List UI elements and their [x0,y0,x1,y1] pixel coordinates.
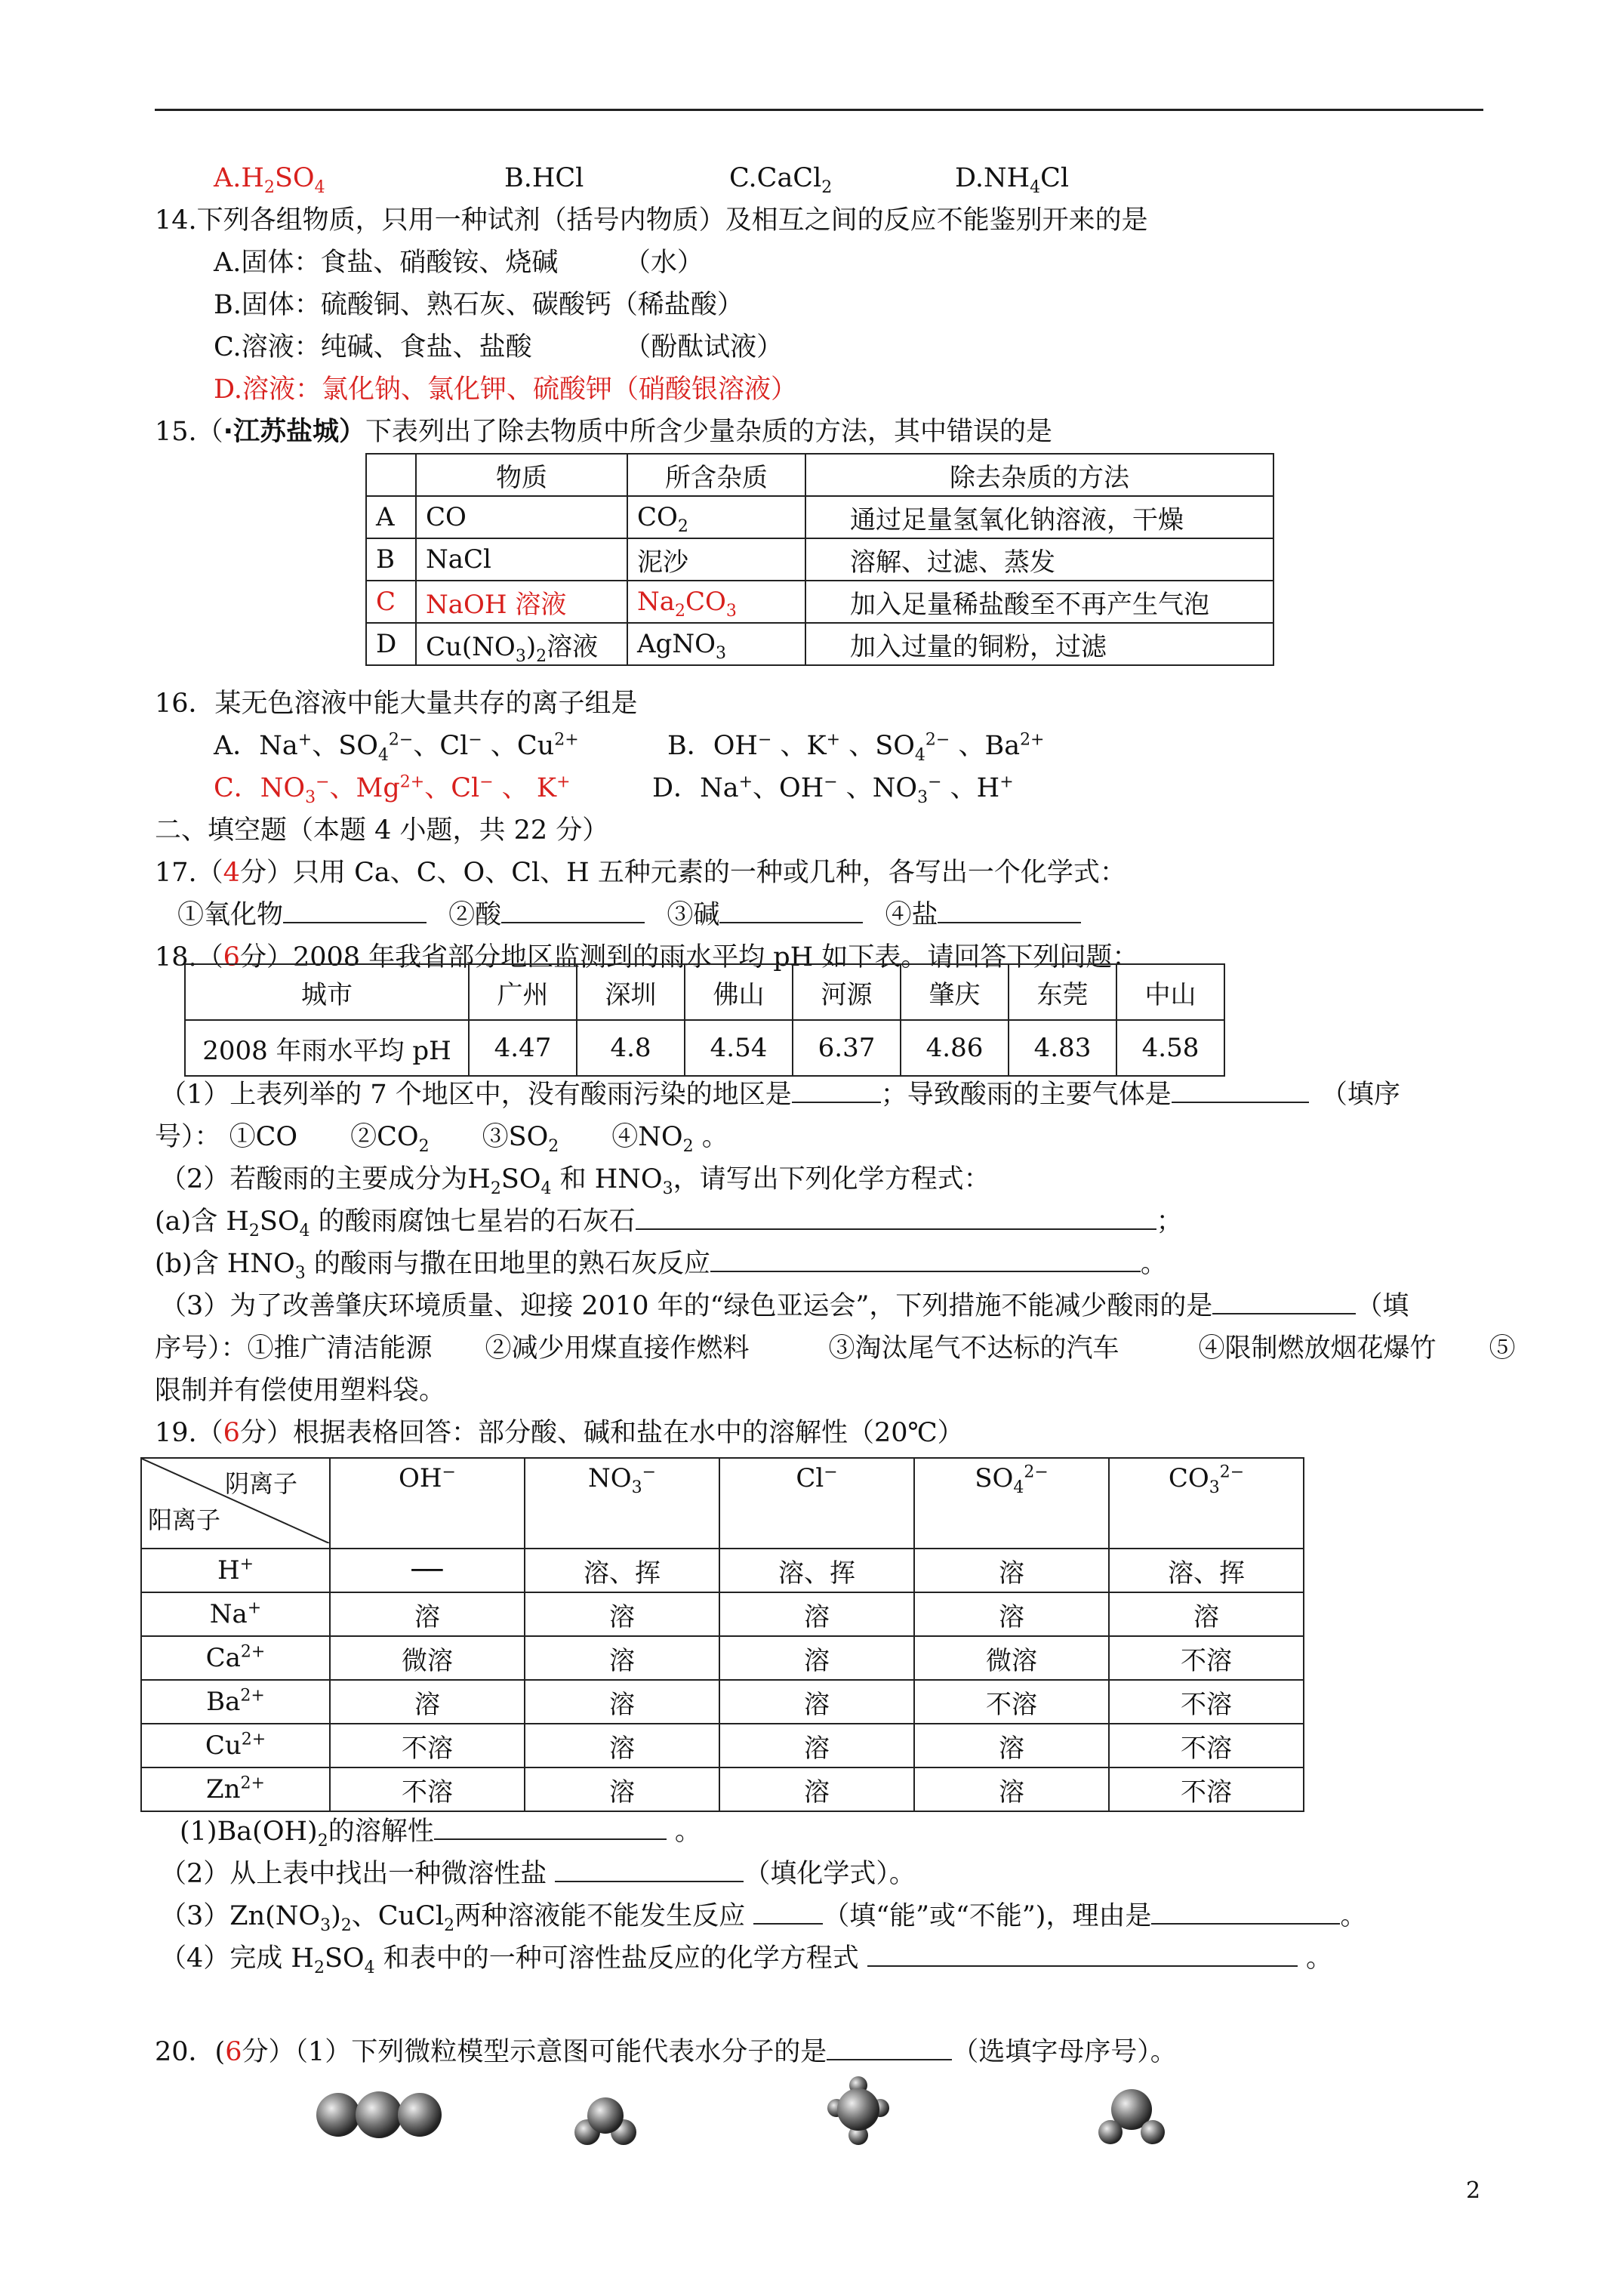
q19-blank-salt[interactable] [555,1858,744,1882]
q15-row-substance: NaOH 溶液 [416,581,627,623]
q19-cell: 不溶 [1109,1767,1304,1811]
table-row [366,581,1273,623]
q19-part3: $(3)Zn(NO_3)_2$、CuCl$_2$两种溶液能不能发生反应 （填“能”或“不能”)，理由是 。 [160,1901,1367,1935]
molecule-model-d-icon [1094,2087,1169,2147]
q16-option-a: A．Na+、$SO_4^{2-}$、Cl− 、$Cu^{2+}$ [214,730,579,765]
q19-cell: 溶 [525,1636,719,1680]
q19-cation: $Zn^{2+}$ [141,1767,330,1811]
q15-row-impurity: $CO_2$ [627,496,805,538]
q18-blank-gas[interactable] [1172,1079,1309,1103]
q19-cell: 不溶 [330,1724,525,1767]
q19-cell: 不溶 [1109,1724,1304,1767]
q17-blank-salt[interactable] [938,899,1081,923]
molecule-model-c-icon [826,2075,891,2147]
q15-row-key: A [366,496,416,538]
q14-option-a: A.固体：食盐、硝酸铵、烧碱 （水） [214,248,704,278]
q19-cell: 溶 [914,1592,1109,1636]
q18-header: 肇庆 [901,964,1009,1020]
table-row [366,538,1273,581]
q19-cation: $Cu^{2+}$ [141,1724,330,1767]
table-row [141,1680,1304,1724]
q15-row-impurity: 泥沙 [627,538,805,581]
q19-cell: 微溶 [914,1636,1109,1680]
q18-header: 广州 [469,964,577,1020]
q18-value: 4.86 [901,1020,1009,1076]
q19-cell: 溶 [719,1680,914,1724]
q18-part1: （1）上表列举的 7 个地区中，没有酸雨污染的地区是 ；导致酸雨的主要气体是 （填序 [160,1080,1400,1110]
q18-header: 河源 [793,964,901,1020]
q19-cell: 溶 [330,1680,525,1724]
q19-cell: 溶 [719,1767,914,1811]
q18-value: 6.37 [793,1020,901,1076]
q15-row-impurity: AgNO$_3$ [627,623,805,665]
q16-option-d: D．Na+、OH− 、$NO_3^-$ 、H+ [652,772,1014,807]
q19-cell: 溶 [525,1767,719,1811]
q15-row-method: 加入过量的铜粉，过滤 [805,623,1273,665]
q19-stem: 19.（6分）根据表格回答：部分酸、碱和盐在水中的溶解性（20℃） [155,1418,964,1448]
q19-cell: 溶 [525,1680,719,1724]
q19-part1: $(1)Ba(OH)_2$的溶解性 。 [180,1817,701,1851]
q18-part2: （2）若酸雨的主要成分为$H_2SO_4$ 和 $HNO_3$，请写出下列化学方程式： [160,1164,990,1198]
q15-row-substance: CO [416,496,627,538]
q18-header: 东莞 [1009,964,1116,1020]
q19-cell: 不溶 [1109,1636,1304,1680]
q14-option-b: B.固体：硫酸铜、熟石灰、碳酸钙（稀盐酸） [214,290,744,320]
q19-cell: 不溶 [1109,1680,1304,1724]
q15-header-impurity: 所含杂质 [627,454,805,496]
q19-part4: （4）完成 $H_2SO_4$ 和表中的一种可溶性盐反应的化学方程式 。 [160,1943,1333,1977]
table-row [141,1636,1304,1680]
q18-part3: （3）为了改善肇庆环境质量、迎接 2010 年的“绿色亚运会”，下列措施不能减少酸雨的是 （填 [160,1291,1409,1321]
q17-blank-base[interactable] [719,899,863,923]
q18-part3-options-end: 限制并有偿使用塑料袋。 [155,1376,446,1406]
q18-table [184,963,1225,1077]
q20-blank-answer[interactable] [827,2036,952,2060]
q19-cation: $Ba^{2+}$ [141,1680,330,1724]
q19-anion-label: 阴离子 [225,1469,298,1498]
q15-row-substance: $Cu(NO_3)_2$溶液 [416,623,627,665]
q18-blank-measure[interactable] [1212,1290,1356,1314]
q13-option-b: B.HCl [504,163,584,193]
q19-cell: 微溶 [330,1636,525,1680]
table-row [185,964,1224,1020]
q19-header-anion: $SO_4^{2-}$ [914,1458,1109,1549]
table-row [366,496,1273,538]
q18-value: 4.54 [685,1020,793,1076]
q14-option-c: C.溶液：纯碱、食盐、盐酸 （酚酞试液） [214,332,784,362]
q19-cation: H+ [141,1549,330,1592]
q18-header: 佛山 [685,964,793,1020]
q15-row-substance: NaCl [416,538,627,581]
q18-value: 4.58 [1116,1020,1224,1076]
q18-part3-options: 序号）：①推广清洁能源 ②减少用煤直接作燃料 ③淘汰尾气不达标的汽车 ④限制燃放烟花爆竹 ⑤ [155,1333,1516,1364]
page-number: 2 [1466,2177,1481,2204]
q19-blank-equation[interactable] [867,1943,1298,1967]
q15-stem: 15.（·江苏盐城）下表列出了除去物质中所含少量杂质的方法，其中错误的是 [155,417,1052,447]
q18-stem: 18.（6分）2008 年我省部分地区监测到的雨水平均 pH 如下表。请回答下列问题： [155,942,1139,972]
q19-cell: 溶 [719,1724,914,1767]
molecule-model-b-icon [572,2093,639,2147]
q18-header: 中山 [1116,964,1224,1020]
q15-row-key: D [366,623,416,665]
q19-cell: 不溶 [330,1767,525,1811]
table-row [141,1767,1304,1811]
q13-option-c: C.CaCl$_2$ [729,163,833,197]
table-row [366,623,1273,665]
q19-header-anion: Cl− [719,1458,914,1549]
q18-part2a: (a)含 $H_2SO_4$ 的酸雨腐蚀七星岩的石灰石 ； [155,1207,1183,1240]
q15-row-method: 溶解、过滤、蒸发 [805,538,1273,581]
q19-cell: 溶 [525,1724,719,1767]
q19-cell: 溶、挥 [719,1549,914,1592]
q20-stem: 20．(6分）（1）下列微粒模型示意图可能代表水分子的是 （选填字母序号）。 [155,2037,1177,2067]
q18-value: 4.83 [1009,1020,1116,1076]
table-row [141,1724,1304,1767]
q19-cell: 溶 [1109,1592,1304,1636]
table-row [185,1020,1224,1076]
q18-blank-equation-b[interactable] [710,1248,1141,1272]
q15-table [365,453,1274,666]
q15-row-method: 加入足量稀盐酸至不再产生气泡 [805,581,1273,623]
molecule-model-a-icon [313,2090,445,2140]
q19-cell: 溶 [330,1592,525,1636]
q19-header-anion: $NO_3^-$ [525,1458,719,1549]
q18-row-label: 2008 年雨水平均 pH [185,1020,469,1076]
q19-cell: 溶 [914,1767,1109,1811]
q19-cell: 溶 [719,1592,914,1636]
q14-stem: 14.下列各组物质，只用一种试剂（括号内物质）及相互之间的反应不能鉴别开来的是 [155,205,1148,236]
q18-value: 4.8 [577,1020,685,1076]
q15-row-method: 通过足量氢氧化钠溶液，干燥 [805,496,1273,538]
q14-option-d: D.溶液：氯化钠、氯化钾、硫酸钾（硝酸银溶液） [214,374,797,405]
q19-cell: 溶、挥 [1109,1549,1304,1592]
q19-blank-can-react[interactable] [753,1900,823,1925]
q15-header-substance: 物质 [416,454,627,496]
table-row [141,1592,1304,1636]
table-row [141,1458,1304,1549]
q19-cell: 溶 [914,1549,1109,1592]
q19-cell: 不溶 [914,1680,1109,1724]
q19-blank-reason[interactable] [1151,1900,1340,1925]
section-title: 二、填空题（本题 4 小题，共 22 分） [155,815,609,846]
q19-solubility-table [140,1457,1304,1812]
header-rule [155,109,1483,111]
q18-header-city: 城市 [185,964,469,1020]
q15-header-method: 除去杂质的方法 [805,454,1273,496]
q18-part2b: (b)含 $HNO_3$ 的酸雨与撒在田地里的熟石灰反应 。 [155,1249,1167,1283]
q19-cell: 溶 [914,1724,1109,1767]
q15-row-key: C [366,581,416,623]
q17-stem: 17.（4分）只用 Ca、C、O、Cl、H 五种元素的一种或几种，各写出一个化学式： [155,858,1126,888]
q18-blank-equation-a[interactable] [636,1206,1156,1230]
q17-blank-acid[interactable] [501,899,645,923]
q19-cation: $Ca^{2+}$ [141,1636,330,1680]
q18-part1-options: 号）： ①CO $②CO_2$ $③SO_2$ $④NO_2$ 。 [155,1122,728,1156]
q19-header-anion: $CO_3^{2-}$ [1109,1458,1304,1549]
q18-header: 深圳 [577,964,685,1020]
q19-diagonal-header [141,1458,330,1549]
q15-header-key [366,454,416,496]
q15-row-key: B [366,538,416,581]
q13-option-d: $D.NH_4Cl$ [955,163,1070,197]
q19-part2: （2）从上表中找出一种微溶性盐 （填化学式）。 [160,1859,916,1889]
q17-blanks: ①氧化物 ②酸 ③碱 ④盐 [177,898,1081,932]
q19-blank-solubility[interactable] [434,1816,667,1840]
q13-option-a: $A.H_2SO_4$ [214,163,325,197]
q15-row-impurity: $Na_2CO_3$ [627,581,805,623]
q18-value: 4.47 [469,1020,577,1076]
q16-option-c: C．$NO_3^-$、$Mg^{2+}$、Cl− 、 K+ [214,772,571,807]
q19-header-anion: OH− [330,1458,525,1549]
q19-cell: 溶 [719,1636,914,1680]
q19-cation: Na+ [141,1592,330,1636]
q16-stem: 16．某无色溶液中能大量共存的离子组是 [155,689,638,719]
q19-cation-label: 阳离子 [148,1505,221,1534]
q19-cell: 溶 [525,1592,719,1636]
q19-cell: 溶、挥 [525,1549,719,1592]
q19-cell: ── [330,1549,525,1592]
q16-option-b: B．OH− 、K+ 、$SO_4^{2-}$ 、$Ba^{2+}$ [667,730,1045,765]
q17-blank-oxide[interactable] [283,899,427,923]
q18-blank-region[interactable] [792,1079,881,1103]
table-row [141,1549,1304,1592]
